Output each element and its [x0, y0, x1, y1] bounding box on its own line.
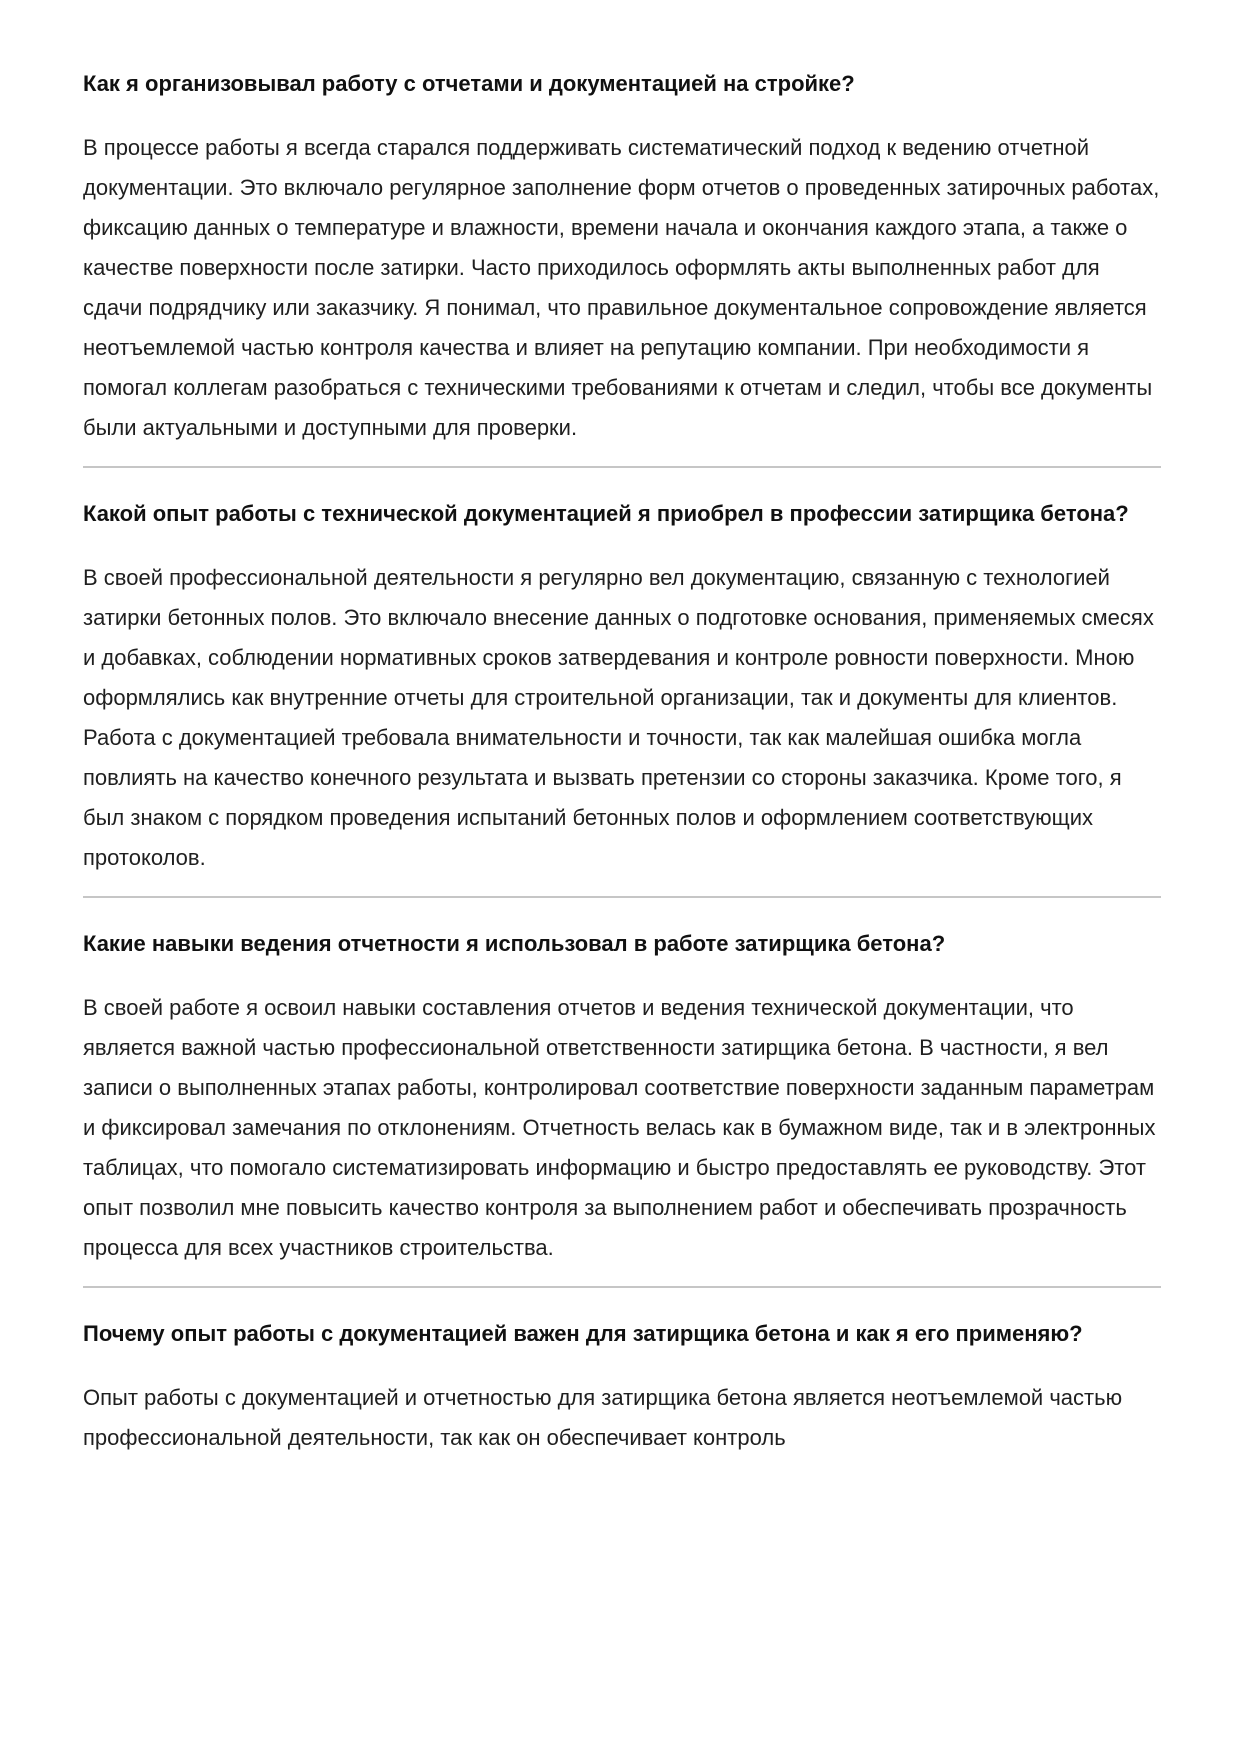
answer-paragraph: В своей работе я освоил навыки составления отчетов и ведения технической документации, что является важной частью профессиональной ответственности затирщика бетона. В частности, я вел записи о выполненных этапах работы, контролировал соответствие поверхности заданным параметрам и фиксировал замечания по отклонениям. Отчетность велась как в бумажном виде, так и в электронных таблицах, что помогало систематизировать информацию и быстро предоставлять ее руководству. Этот опыт позволил мне повысить качество контроля за выполнением работ и обеспечивать прозрачность процесса для всех участников строительства.: [83, 995, 1156, 1260]
question-heading: Как я организовывал работу с отчетами и документацией на стройке?: [83, 71, 855, 96]
answer-paragraph: В процессе работы я всегда старался поддерживать систематический подход к ведению отчетной документации. Это включало регулярное заполнение форм отчетов о проведенных затирочных работах, фиксацию данных о температуре и влажности, времени начала и окончания каждого этапа, а также о качестве поверхности после затирки. Часто приходилось оформлять акты выполненных работ для сдачи подрядчику или заказчику. Я понимал, что правильное документальное сопровождение является неотъемлемой частью контроля качества и влияет на репутацию компании. При необходимости я помогал коллегам разобраться с техническими требованиями к отчетам и следил, чтобы все документы были актуальными и доступными для проверки.: [83, 135, 1160, 440]
answer-paragraph: В своей профессиональной деятельности я регулярно вел документацию, связанную с технологией затирки бетонных полов. Это включало внесение данных о подготовке основания, применяемых смесях и добавках, соблюдении нормативных сроков затвердевания и контроле ровности поверхности. Мною оформлялись как внутренние отчеты для строительной организации, так и документы для клиентов. Работа с документацией требовала внимательности и точности, так как малейшая ошибка могла повлиять на качество конечного результата и вызвать претензии со стороны заказчика. Кроме того, я был знаком с порядком проведения испытаний бетонных полов и оформлением соответствующих протоколов.: [83, 565, 1154, 870]
question-heading: Почему опыт работы с документацией важен для затирщика бетона и как я его применяю?: [83, 1321, 1083, 1346]
section-divider: [83, 896, 1161, 898]
section-divider: [83, 466, 1161, 468]
question-heading: Какие навыки ведения отчетности я использовал в работе затирщика бетона?: [83, 931, 946, 956]
faq-item-reporting-skills: [83, 924, 1161, 1268]
question-heading: Какой опыт работы с технической документацией я приобрел в профессии затирщика бетона?: [83, 501, 1129, 526]
section-divider: [83, 1286, 1161, 1288]
faq-item-reports: [83, 64, 1161, 448]
faq-item-technical-docs: [83, 494, 1161, 878]
answer-paragraph: Опыт работы с документацией и отчетностью для затирщика бетона является неотъемлемой частью профессиональной деятельности, так как он обеспечивает контроль: [83, 1385, 1123, 1450]
faq-item-why-important: [83, 1314, 1161, 1458]
